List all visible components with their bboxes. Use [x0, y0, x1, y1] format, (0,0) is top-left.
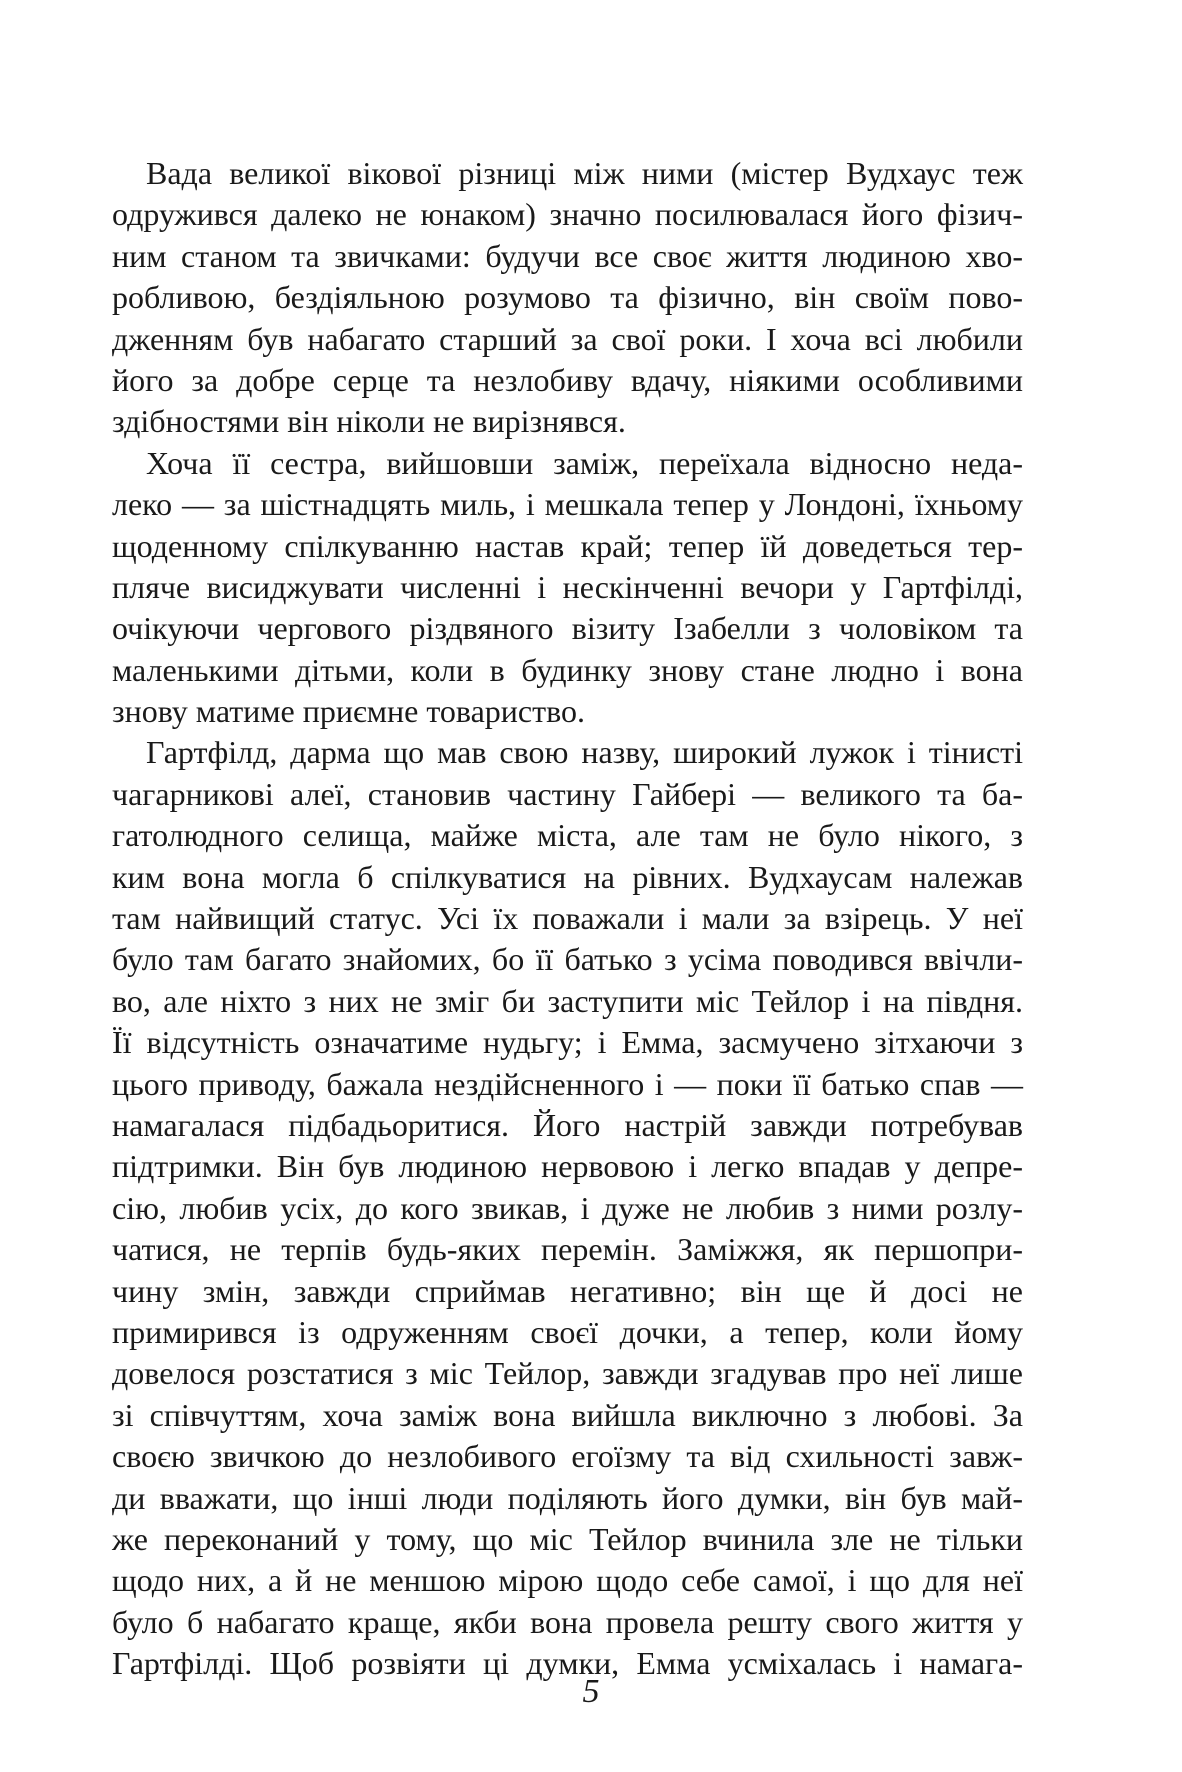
text-line: зі співчуттям, хоча заміж вона вийшла виключно з любові. За	[112, 1396, 1023, 1433]
text-line: ним станом та звичками: будучи все своє життя людиною хво-	[112, 237, 1023, 274]
text-line: дженням був набагато старший за свої роки. І хоча всі любили	[112, 320, 1023, 357]
text-line: чатися, не терпів будь-яких перемін. Заміжжя, як першопри-	[112, 1231, 1023, 1268]
text-line: маленькими дітьми, коли в будинку знову стане людно і вона	[112, 651, 1023, 688]
text-line: щоденному спілкуванню настав край; тепер їй доведеться тер-	[112, 527, 1023, 564]
text-line: своєю звичкою до незлобивого егоїзму та від схильності завж-	[112, 1438, 1023, 1475]
text-line: там найвищий статус. Усі їх поважали і мали за взірець. У неї	[112, 900, 1023, 937]
text-line: примирився із одруженням своєї дочки, а тепер, коли йому	[112, 1313, 1023, 1350]
text-line: знову матиме приємне товариство.	[112, 693, 585, 730]
text-line: було там багато знайомих, бо її батько з усіма поводився ввічли-	[112, 941, 1023, 978]
text-line: очікуючи чергового різдвяного візиту Ізабелли з чоловіком та	[112, 610, 1023, 647]
text-line: чагарникові алеї, становив частину Гайбері — великого та ба-	[112, 775, 1023, 812]
text-line: Гартфілді. Щоб розвіяти ці думки, Емма усміхалась і намага-	[112, 1645, 1023, 1682]
text-line: ди вважати, що інші люди поділяють його думки, він був май-	[112, 1479, 1023, 1516]
text-line: чину змін, завжди сприймав негативно; він ще й досі не	[112, 1272, 1023, 1309]
text-line: Вада великої вікової різниці між ними (містер Вудхаус теж	[146, 155, 1023, 191]
text-line: намагалася підбадьоритися. Його настрій завжди потребував	[112, 1106, 1023, 1143]
text-line: робливою, бездіяльною розумово та фізично, він своїм пово-	[112, 279, 1023, 316]
text-line: здібностями він ніколи не вирізнявся.	[112, 403, 626, 440]
text-line: леко — за шістнадцять миль, і мешкала тепер у Лондоні, їхньому	[112, 486, 1023, 523]
text-line: одружився далеко не юнаком) значно посилювалася його фізич-	[112, 196, 1023, 233]
text-line: же переконаний у тому, що міс Тейлор вчинила зле не тільки	[112, 1520, 1023, 1557]
text-line: щодо них, а й не меншою мірою щодо себе самої, і що для неї	[112, 1562, 1023, 1599]
text-line: сію, любив усіх, до кого звикав, і дуже не любив з ними розлу-	[112, 1189, 1023, 1226]
text-line: ким вона могла б спілкуватися на рівних. Вудхаусам належав	[112, 858, 1023, 895]
text-line: Її відсутність означатиме нудьгу; і Емма, засмучено зітхаючи з	[112, 1024, 1023, 1061]
text-line: підтримки. Він був людиною нервовою і легко впадав у депре-	[112, 1148, 1023, 1185]
text-line: Хоча її сестра, вийшовши заміж, переїхала відносно неда-	[146, 444, 1023, 481]
text-line: цього приводу, бажала нездійсненного і — поки її батько спав —	[112, 1065, 1023, 1102]
text-line: пляче висиджувати численні і нескінченні вечори у Гартфілді,	[112, 568, 1023, 605]
text-line: гатолюдного селища, майже міста, але там не було нікого, з	[112, 817, 1023, 854]
text-line: во, але ніхто з них не зміг би заступити міс Тейлор і на півдня.	[112, 982, 1023, 1019]
text-line: довелося розстатися з міс Тейлор, завжди згадував про неї лише	[112, 1355, 1023, 1392]
text-line: було б набагато краще, якби вона провела решту свого життя у	[112, 1603, 1023, 1640]
page-number: 5	[582, 1673, 600, 1710]
text-line: Гартфілд, дарма що мав свою назву, широкий лужок і тінисті	[146, 734, 1023, 771]
text-line: його за добре серце та незлобиву вдачу, ніякими особливими	[112, 361, 1023, 398]
body-text	[112, 153, 1023, 1684]
